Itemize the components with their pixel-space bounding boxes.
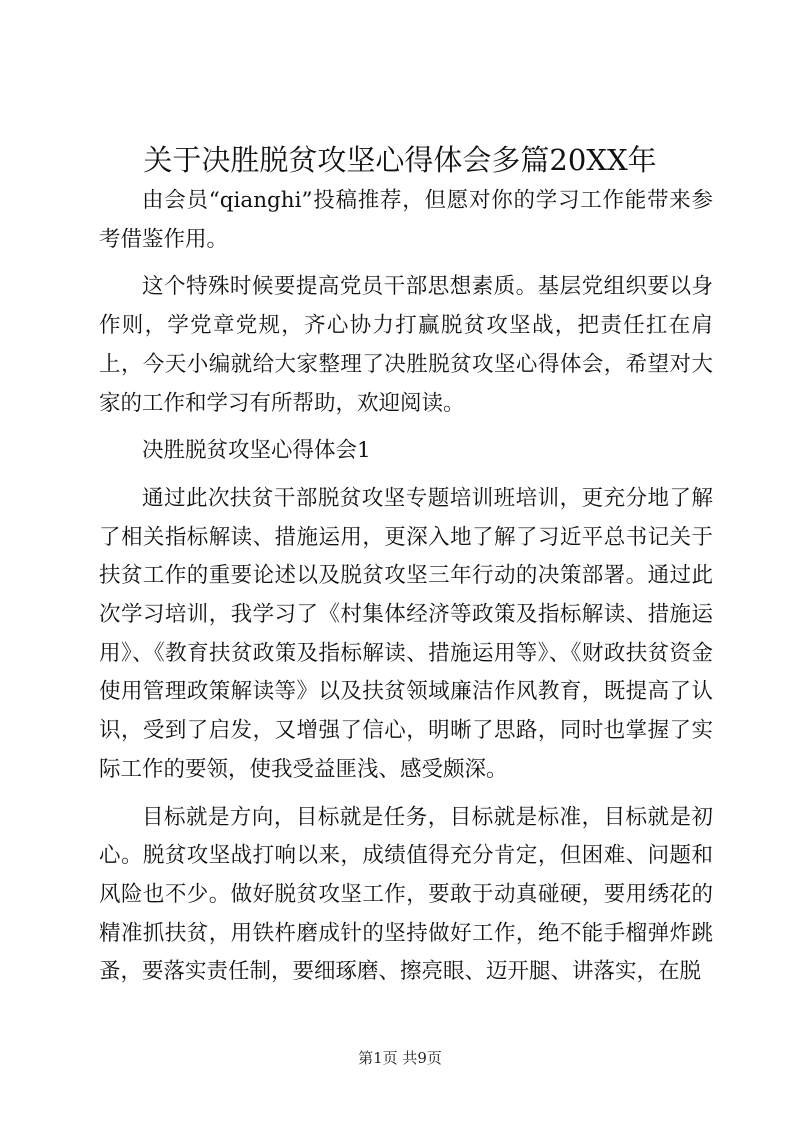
page-footer: 第1页 共9页 — [358, 1049, 442, 1067]
paragraph-body-1: 通过此次扶贫干部脱贫攻坚专题培训班培训，更充分地了解了相关指标解读、措施运用，更深入地了解了习近平总书记关于扶贫工作的重要论述以及脱贫攻坚三年行动的决策部署。通过此次学习培训，我学习了《村集体经济等政策及指标解读、措施运用》、《教育扶贫政策及指标解读、措施运用等》、《财政扶贫资金使用管理政策解读等》以及扶贫领域廉洁作风教育，既提高了认识，受到了启发，又增强了信心，明晰了思路，同时也掌握了实际工作的要领，使我受益匪浅、感受颇深。 — [99, 485, 713, 782]
paragraph-preface: 这个特殊时候要提高党员干部思想素质。基层党组织要以身作则，学党章党规，齐心协力打赢脱贫攻坚战，把责任扛在肩上，今天小编就给大家整理了决胜脱贫攻坚心得体会，希望对大家的工作和学习有所帮助，欢迎阅读。 — [99, 274, 713, 416]
document-body — [99, 182, 713, 992]
document-title: 关于决胜脱贫攻坚心得体会多篇20XX年 — [143, 143, 657, 177]
paragraph-body-2: 目标就是方向，目标就是任务，目标就是标准，目标就是初心。脱贫攻坚战打响以来，成绩值得充分肯定，但困难、问题和风险也不少。做好脱贫攻坚工作，要敢于动真碰硬，要用绣花的精准抓扶贫，用铁杵磨成针的坚持做好工作，绝不能手榴弹炸跳蚤，要落实责任制，要细琢磨、擦亮眼、迈开腿、讲落实，在脱 — [99, 804, 713, 985]
paragraph-intro: 由会员“qianghi”投稿推荐，但愿对你的学习工作能带来参考借鉴作用。 — [99, 188, 713, 252]
section-heading: 决胜脱贫攻坚心得体会1 — [142, 438, 371, 464]
